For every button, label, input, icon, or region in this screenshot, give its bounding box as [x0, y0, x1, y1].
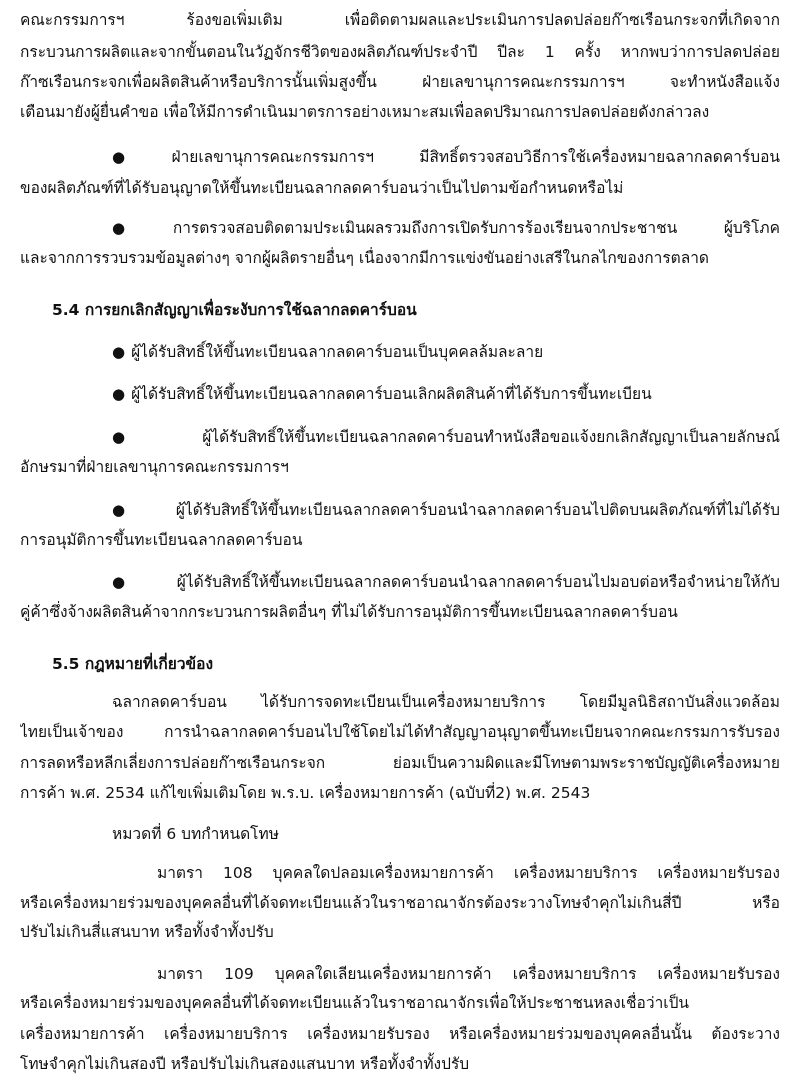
section-109-line-3: เครื่องหมายการค้า เครื่องหมายบริการ เครื่องหมายรับรอง หรือเครื่องหมายร่วมของบุคคลอื่นนั้น ต้องระวาง [20, 1025, 780, 1043]
section-109-line-1: มาตรา 109 บุคคลใดเลียนเครื่องหมายการค้า เครื่องหมายบริการ เครื่องหมายรับรอง [157, 965, 780, 983]
bullet-item [112, 145, 780, 169]
bullet-icon: ● [112, 428, 197, 446]
bullet-icon: ● [112, 573, 171, 591]
intro-line-4: เตือนมายังผู้ยื่นคำขอ เพื่อให้มีการดำเนินมาตรการอย่างเหมาะสมเพื่อลดปริมาณการปลดปล่อยดังกล่าวลง [20, 103, 710, 121]
bullet-text: ผู้ได้รับสิทธิ์ให้ขึ้นทะเบียนฉลากลดคาร์บอนนำฉลากลดคาร์บอนไปติดบนผลิตภัณฑ์ที่ไม่ได้รับ [175, 501, 780, 519]
law-paragraph-line-3: การลดหรือหลีกเลี่ยงการปล่อยก๊าซเรือนกระจก ย่อมเป็นความผิดและมีโทษตามพระราชบัญญัติเครื่องหมาย [20, 754, 780, 772]
bullet-continuation: คู่ค้าซึ่งจ้างผลิตสินค้าจากกระบวนการผลิตอื่นๆ ที่ไม่ได้รับการอนุมัติการขึ้นทะเบียนฉลากลดคาร์บอน [20, 603, 678, 621]
bullet-text: ผู้ได้รับสิทธิ์ให้ขึ้นทะเบียนฉลากลดคาร์บอนนำฉลากลดคาร์บอนไปมอบต่อหรือจำหน่ายให้กับ [176, 573, 780, 591]
law-paragraph-line-4: การค้า พ.ศ. 2534 แก้ไขเพิ่มเติมโดย พ.ร.บ. เครื่องหมายการค้า (ฉบับที่2) พ.ศ. 2543 [20, 784, 591, 802]
bullet-item [112, 425, 780, 449]
bullet-item [112, 382, 780, 406]
bullet-text: ฝ่ายเลขานุการคณะกรรมการฯ มีสิทธิ์ตรวจสอบวิธีการใช้เครื่องหมายฉลากลดคาร์บอน [171, 148, 780, 166]
intro-line-3: ก๊าซเรือนกระจกเพื่อผลิตสินค้าหรือบริการนั้นเพิ่มสูงขึ้น ฝ่ายเลขานุการคณะกรรมการฯ จะทำหนังสือแจ้ง [20, 73, 780, 91]
bullet-text: การตรวจสอบติดตามประเมินผลรวมถึงการเปิดรับการร้องเรียนจากประชาชน ผู้บริโภค [172, 219, 780, 237]
bullet-item [112, 498, 780, 522]
bullet-item [112, 570, 780, 594]
bullet-continuation: ของผลิตภัณฑ์ที่ได้รับอนุญาตให้ขึ้นทะเบียนฉลากลดคาร์บอนว่าเป็นไปตามข้อกำหนดหรือไม่ [20, 179, 624, 197]
bullet-item [112, 340, 780, 364]
bullet-icon: ● [112, 343, 126, 361]
bullet-icon: ● [112, 219, 167, 237]
bullet-text: ผู้ได้รับสิทธิ์ให้ขึ้นทะเบียนฉลากลดคาร์บอนเป็นบุคคลล้มละลาย [131, 343, 544, 361]
section-109-line-2: หรือเครื่องหมายร่วมของบุคคลอื่นที่ได้จดทะเบียนแล้วในราชอาณาจักรเพื่อให้ประชาชนหลงเชื่อว่าเป็น [20, 994, 690, 1012]
bullet-icon: ● [112, 148, 166, 166]
law-paragraph-line-1: ฉลากลดคาร์บอน ได้รับการจดทะเบียนเป็นเครื่องหมายบริการ โดยมีมูลนิธิสถาบันสิ่งแวดล้อม [112, 693, 780, 711]
bullet-text: ผู้ได้รับสิทธิ์ให้ขึ้นทะเบียนฉลากลดคาร์บอนเลิกผลิตสินค้าที่ได้รับการขึ้นทะเบียน [131, 385, 652, 403]
law-paragraph-line-2: ไทยเป็นเจ้าของ การนำฉลากลดคาร์บอนไปใช้โดยไม่ได้ทำสัญญาอนุญาตขึ้นทะเบียนจากคณะกรรมการรับรอง [20, 723, 780, 741]
bullet-item [112, 216, 780, 240]
bullet-continuation: อักษรมาที่ฝ่ายเลขานุการคณะกรรมการฯ [20, 458, 289, 476]
section-108-line-1: มาตรา 108 บุคคลใดปลอมเครื่องหมายการค้า เครื่องหมายบริการ เครื่องหมายรับรอง [157, 864, 780, 882]
bullet-text: ผู้ได้รับสิทธิ์ให้ขึ้นทะเบียนฉลากลดคาร์บอนทำหนังสือขอแจ้งยกเลิกสัญญาเป็นลายลักษณ์ [202, 428, 780, 446]
chapter-heading: หมวดที่ 6 บทกำหนดโทษ [112, 825, 279, 843]
section-108-line-3: ปรับไม่เกินสี่แสนบาท หรือทั้งจำทั้งปรับ [20, 923, 274, 941]
bullet-continuation: การอนุมัติการขึ้นทะเบียนฉลากลดคาร์บอน [20, 531, 303, 549]
section-5-5-title: 5.5 กฎหมายที่เกี่ยวข้อง [52, 655, 214, 673]
section-5-4-title: 5.4 การยกเลิกสัญญาเพื่อระงับการใช้ฉลากลดคาร์บอน [52, 301, 417, 319]
section-108-line-2: หรือเครื่องหมายร่วมของบุคคลอื่นที่ได้จดทะเบียนแล้วในราชอาณาจักรต้องระวางโทษจำคุกไม่เกินสี่ปี หรือ [20, 894, 780, 912]
bullet-icon: ● [112, 501, 170, 519]
bullet-icon: ● [112, 385, 126, 403]
bullet-continuation: และจากการรวบรวมข้อมูลต่างๆ จากผู้ผลิตรายอื่นๆ เนื่องจากมีการแข่งขันอย่างเสรีในกลไกของการตลาด [20, 249, 710, 267]
intro-line-2: กระบวนการผลิตและจากขั้นตอนในวัฏจักรชีวิตของผลิตภัณฑ์ประจำปี ปีละ 1 ครั้ง หากพบว่าการปลดปล่อย [20, 43, 780, 61]
intro-line-1: คณะกรรมการฯ ร้องขอเพิ่มเติม เพื่อติดตามผลและประเมินการปลดปล่อยก๊าซเรือนกระจกที่เกิดจาก [20, 11, 780, 29]
section-109-line-4: โทษจำคุกไม่เกินสองปี หรือปรับไม่เกินสองแสนบาท หรือทั้งจำทั้งปรับ [20, 1055, 470, 1073]
